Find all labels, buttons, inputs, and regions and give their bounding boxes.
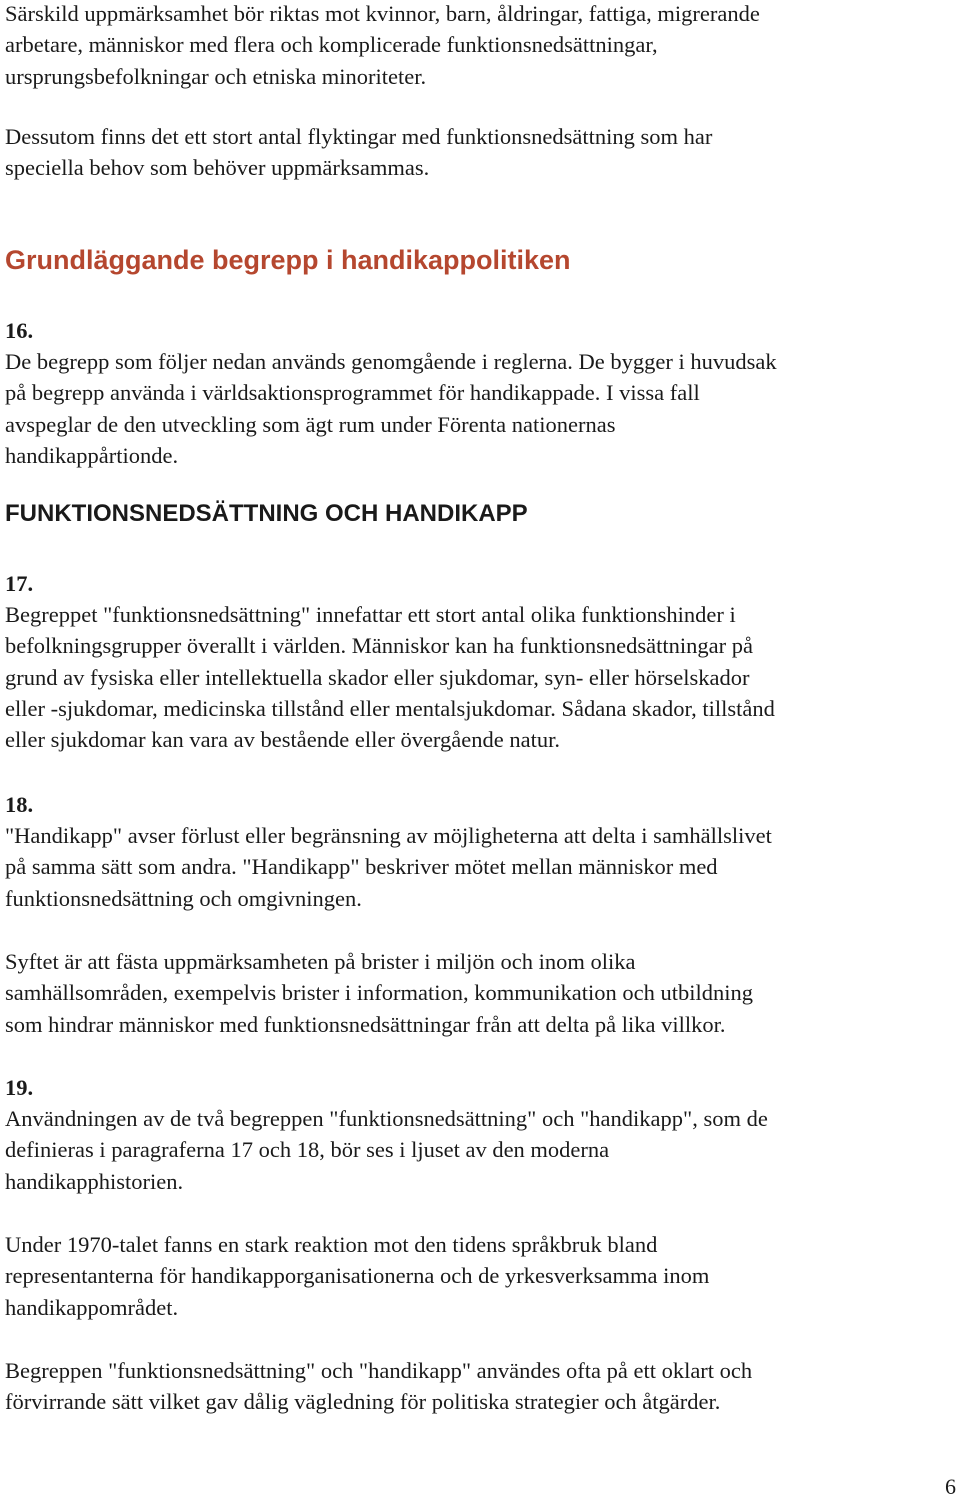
paragraph-intro-2 bbox=[5, 121, 712, 184]
text-line: förvirrande sätt vilket gav dålig vägledning för politiska strategier och åtgärder. bbox=[5, 1389, 721, 1415]
text-line: "Handikapp" avser förlust eller begränsning av möjligheterna att delta i samhällslivet bbox=[5, 823, 772, 848]
paragraph-number-16: 16. bbox=[5, 318, 34, 343]
paragraph-19 bbox=[5, 1103, 768, 1197]
paragraph-19-history bbox=[5, 1229, 709, 1323]
text-line: befolkningsgrupper överallt i världen. Människor kan ha funktionsnedsättningar på bbox=[5, 633, 753, 659]
text-line: handikappårtionde. bbox=[5, 442, 179, 468]
text-line: definieras i paragraferna 17 och 18, bör ses i ljuset av den moderna bbox=[5, 1137, 610, 1163]
text-line: eller sjukdomar kan vara av bestående eller övergående natur. bbox=[5, 727, 560, 753]
text-line: på begrepp använda i världsaktionsprogrammet för handikappade. I vissa fall bbox=[5, 380, 700, 406]
text-line: ursprungsbefolkningar och etniska minoriteter. bbox=[5, 63, 427, 89]
text-line: grund av fysiska eller intellektuella skador eller sjukdomar, syn- eller hörselskador bbox=[5, 664, 750, 690]
paragraph-19-usage bbox=[5, 1355, 752, 1418]
text-line: Dessutom finns det ett stort antal flyktingar med funktionsnedsättning som har bbox=[5, 124, 713, 149]
paragraph-number-17: 17. bbox=[5, 571, 34, 596]
text-line: samhällsområden, exempelvis brister i information, kommunikation och utbildning bbox=[5, 980, 753, 1006]
text-line: handikapphistorien. bbox=[5, 1168, 184, 1194]
text-line: arbetare, människor med flera och komplicerade funktionsnedsättningar, bbox=[5, 32, 658, 58]
text-line: De begrepp som följer nedan används genomgående i reglerna. De bygger i huvudsak bbox=[5, 349, 777, 374]
text-line: representanterna för handikapporganisationerna och de yrkesverksamma inom bbox=[5, 1263, 710, 1289]
paragraph-16 bbox=[5, 346, 777, 471]
paragraph-18 bbox=[5, 820, 772, 914]
text-line: på samma sätt som andra. "Handikapp" beskriver mötet mellan människor med bbox=[5, 854, 718, 880]
text-line: eller -sjukdomar, medicinska tillstånd eller mentalsjukdomar. Sådana skador, tillstånd bbox=[5, 695, 775, 721]
paragraph-number-19: 19. bbox=[5, 1075, 34, 1100]
text-line: Särskild uppmärksamhet bör riktas mot kvinnor, barn, åldringar, fattiga, migrerande bbox=[5, 1, 760, 26]
paragraph-18-continued bbox=[5, 946, 753, 1040]
section-heading-disability-handicap: FUNKTIONSNEDSÄTTNING OCH HANDIKAPP bbox=[5, 500, 528, 527]
text-line: speciella behov som behöver uppmärksammas. bbox=[5, 155, 430, 181]
text-line: avspeglar de den utveckling som ägt rum under Förenta nationernas bbox=[5, 411, 616, 437]
text-line: Användningen av de två begreppen "funktionsnedsättning" och "handikapp", som de bbox=[5, 1106, 768, 1131]
text-line: handikappområdet. bbox=[5, 1294, 179, 1320]
section-heading-basic-concepts: Grundläggande begrepp i handikappolitiken bbox=[5, 245, 571, 275]
page-number: 6 bbox=[945, 1474, 956, 1499]
paragraph-intro-1 bbox=[5, 0, 760, 92]
text-line: funktionsnedsättning och omgivningen. bbox=[5, 885, 362, 911]
text-line: Under 1970-talet fanns en stark reaktion mot den tidens språkbruk bland bbox=[5, 1232, 658, 1257]
paragraph-17 bbox=[5, 599, 775, 755]
text-line: Begreppet "funktionsnedsättning" innefattar ett stort antal olika funktionshinder i bbox=[5, 602, 736, 627]
text-line: Begreppen "funktionsnedsättning" och "handikapp" användes ofta på ett oklart och bbox=[5, 1358, 753, 1383]
text-line: Syftet är att fästa uppmärksamheten på brister i miljön och inom olika bbox=[5, 949, 636, 974]
text-line: som hindrar människor med funktionsnedsättningar från att delta på lika villkor. bbox=[5, 1011, 726, 1037]
paragraph-number-18: 18. bbox=[5, 792, 34, 817]
